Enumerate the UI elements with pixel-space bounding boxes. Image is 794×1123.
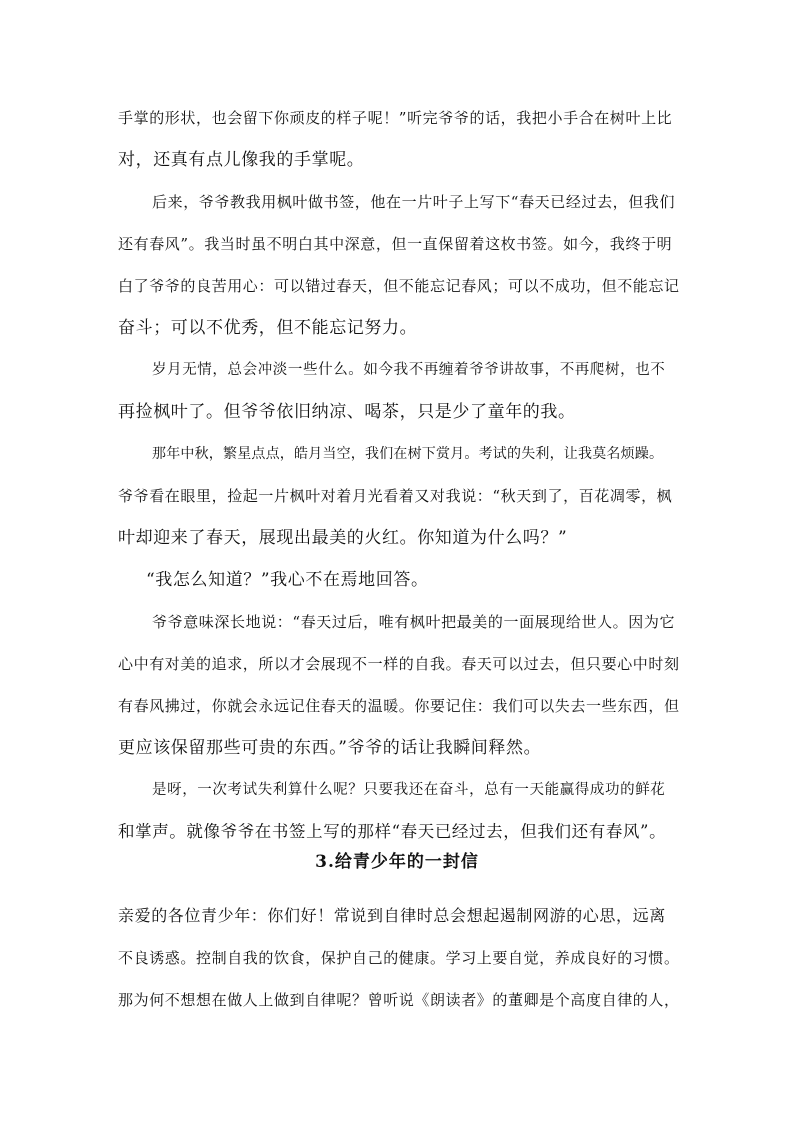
text-line: 叶却迎来了春天，展现出最美的火红。你知道为什么吗？” [118,528,568,548]
text-line: “我怎么知道？”我心不在焉地回答。 [146,570,429,590]
text-line: 是呀，一次考试失利算什么呢？只要我还在奋斗，总有一天能赢得成功的鲜花 [152,782,666,798]
section-heading: 3.给青少年的一封信 [315,852,479,872]
text-line: 手掌的形状，也会留下你顽皮的样子呢！”听完爷爷的话，我把小手合在树叶上比 [118,109,673,127]
text-line: 对，还真有点儿像我的手掌呢。 [118,150,365,170]
text-line: 岁月无情，总会冲淡一些什么。如今我不再缠着爷爷讲故事，不再爬树，也不 [152,362,666,378]
text-line: 爷爷意味深长地说：“春天过后，唯有枫叶把最美的一面展现给世人。因为它 [152,613,676,631]
text-line: 爷爷看在眼里，捡起一片枫叶对着月光看着又对我说：“秋天到了，百花凋零，枫 [118,487,673,505]
text-line: 更应该保留那些可贵的东西。”爷爷的话让我瞬间释然。 [118,738,542,758]
text-line: 那年中秋，繁星点点，皓月当空，我们在树下赏月。考试的失利，让我莫名烦躁。 [152,446,664,462]
text-line: 有春风拂过，你就会永远记住春天的温暖。你要记住：我们可以失去一些东西，但 [118,697,680,715]
text-line: 白了爷爷的良苦用心：可以错过春天，但不能忘记春风；可以不成功，但不能忘记 [118,277,680,295]
text-line: 还有春风”。我当时虽不明白其中深意，但一直保留着这枚书签。如今，我终于明 [118,235,673,253]
text-line: 再捡枫叶了。但爷爷依旧纳凉、喝茶，只是少了童年的我。 [118,402,576,422]
letter-line: 亲爱的各位青少年：你们好！常说到自律时总会想起遏制网游的心思，远离 [118,906,666,925]
text-line: 奋斗；可以不优秀，但不能忘记努力。 [118,318,418,338]
text-line: 心中有对美的追求，所以才会展现不一样的自我。春天可以过去，但只要心中时刻 [118,655,680,673]
text-line: 和掌声。就像爷爷在书签上写的那样“春天已经过去，但我们还有春风”。 [118,822,667,841]
letter-line: 那为何不想想在做人上做到自律呢？曾听说《朗读者》的董卿是个高度自律的人， [118,991,680,1009]
text-line: 后来，爷爷教我用枫叶做书签，他在一片叶子上写下“春天已经过去，但我们 [152,193,676,211]
letter-line: 不良诱惑。控制自我的饮食，保护自己的健康。学习上要自觉，养成良好的习惯。 [118,949,680,967]
